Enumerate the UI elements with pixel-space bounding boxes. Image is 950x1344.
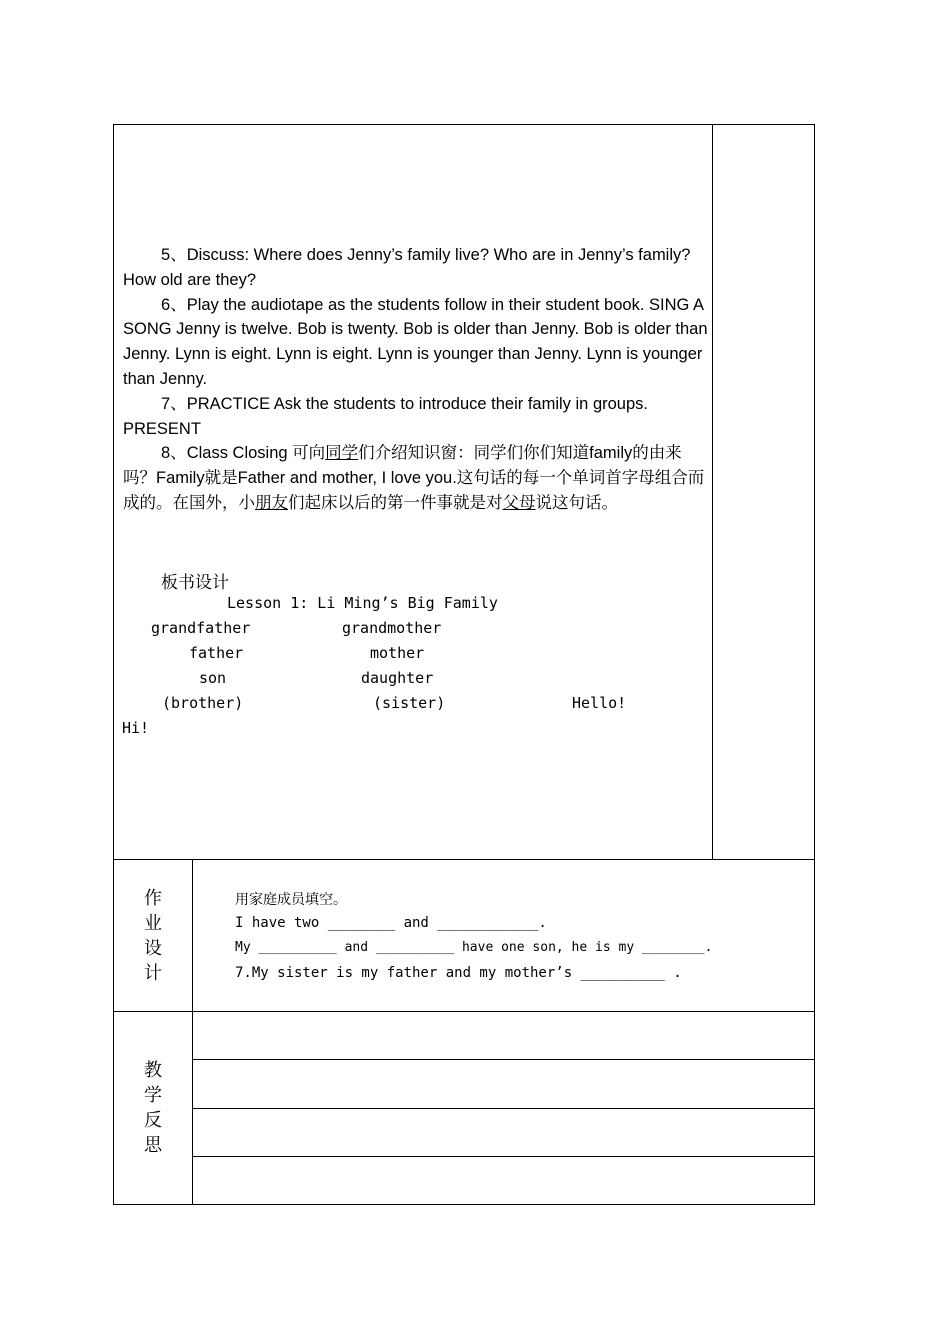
closing-label: Class Closing <box>186 444 288 463</box>
row-divider-homework <box>113 859 815 860</box>
step-text: Discuss: Where does Jenny’s family live? Who are in Jenny’s family? How old are they? <box>123 246 691 289</box>
step-5 <box>123 243 708 293</box>
board-title: Lesson 1: Li Ming’s Big Family <box>227 594 498 612</box>
label-char: 计 <box>144 963 162 984</box>
closing-text: 说这句话。 <box>535 493 618 512</box>
board-grandmother: grandmother <box>342 619 442 637</box>
homework-line-2: My __________ and __________ have one son, he is my ________. <box>235 940 713 955</box>
board-hello: Hello! <box>572 694 627 712</box>
homework-line-3: 7.My sister is my father and my mother’s __________ . <box>235 965 682 981</box>
step-number: 8、 <box>161 444 187 463</box>
label-char: 教 <box>144 1060 162 1081</box>
underlined-word: 同学 <box>325 444 359 463</box>
reflection-line-3 <box>192 1156 815 1157</box>
board-sister: (sister) <box>373 694 446 712</box>
reflection-line-2 <box>192 1108 815 1109</box>
step-number: 6、 <box>161 295 187 314</box>
label-char: 作 <box>144 888 162 909</box>
step-text: PRACTICE Ask the students to introduce their family in groups. PRESENT <box>123 394 648 438</box>
closing-text: 们起床以后的第一件事就是对 <box>288 493 503 512</box>
label-char: 设 <box>144 938 162 959</box>
board-design-heading: 板书设计 <box>161 573 229 593</box>
homework-label <box>113 886 193 986</box>
step-8-class-closing <box>123 441 708 515</box>
homework-line-1: I have two ________ and ____________. <box>235 915 547 931</box>
step-number: 5、 <box>161 246 187 264</box>
lesson-procedure <box>123 243 708 516</box>
underlined-word: 朋友 <box>255 493 288 512</box>
board-father: father <box>189 644 244 662</box>
right-column-divider <box>712 124 713 859</box>
board-son: son <box>199 669 227 687</box>
label-char: 学 <box>144 1085 162 1106</box>
row-divider-reflection <box>113 1011 815 1012</box>
underlined-word: 父母 <box>502 493 536 512</box>
reflection-label <box>113 1058 193 1158</box>
closing-text: 可向 <box>292 444 326 463</box>
step-7 <box>123 392 708 442</box>
label-char: 思 <box>144 1135 162 1156</box>
homework-title: 用家庭成员填空。 <box>235 892 347 908</box>
board-grandfather: grandfather <box>151 619 251 637</box>
label-char: 反 <box>144 1110 162 1131</box>
reflection-line-1 <box>192 1059 815 1060</box>
closing-text: 们介绍知识窗：同学们你们知道family的由来吗？Family就是Father and mother, I love you.这句话的每一个单词首字母组合而成的。在国外，小 <box>123 444 705 512</box>
board-daughter: daughter <box>361 669 434 687</box>
board-mother: mother <box>370 644 425 662</box>
board-brother: (brother) <box>162 694 244 712</box>
step-6 <box>123 293 708 392</box>
board-hi: Hi! <box>122 719 150 737</box>
label-char: 业 <box>144 913 162 934</box>
step-text: Play the audiotape as the students follow in their student book. SING A SONG Jenny is twelve. Bob is twenty. Bob is older than Jenny. Bob is older than Jenny. Lynn is eight. Lynn is eight. Lynn is younger than Jenny. Lynn is younger than Jenny. <box>123 295 708 388</box>
step-number: 7、 <box>161 394 187 413</box>
